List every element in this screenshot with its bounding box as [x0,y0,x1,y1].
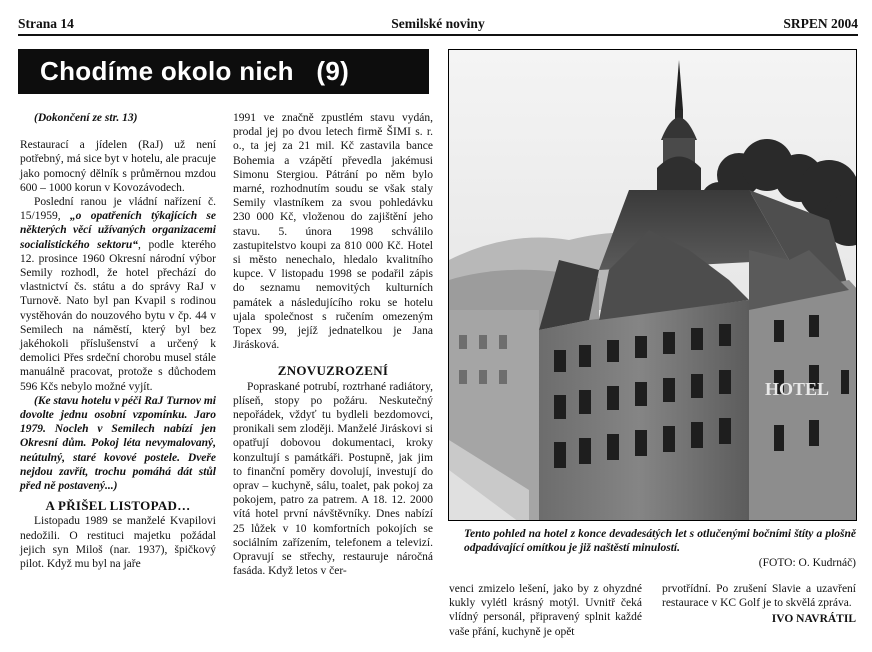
section-heading: ZNOVUZROZENÍ [277,363,389,379]
paragraph: 1991 ve značně zpustlém stavu vydán, prodal jej po dvou letech firmě ŠIMI s. r. o., ta jej za 21 mil. Kč zastavila bance Bohemia a vzápětí převedla jakémusi Simonu Stergiou. Pátrání po něm bylo marné, rozhodnutím soudu se však staly Semily vlastníkem za svou pohledávku 230 000 Kč, vloženou do zajištění jeho stavu. 5. února 1998 schválilo zastupitelstvo koupi za 810 000 Kč. Hotel si město nenechalo, hledalo kvalitního kupce. V listopadu 1998 se podařil zápis do seznamu nemovitých kulturních památek a následujícího roku se hotelu ujala společnost s ručením omezeným Topex 99, jejíž jednatelkou je Jana Jirásková. [233,112,433,352]
continuation-note: (Dokončení ze str. 13) [34,112,138,124]
paragraph: prvotřídní. Po zrušení Slavie a uzavření restaurace v KC Golf je to skvělá zpráva. [662,583,856,610]
article-column-2 [233,111,433,579]
hotel-sign: HOTEL [765,379,830,399]
issue-date: SRPEN 2004 [783,16,858,31]
article-title: Chodíme okolo nich (9) [18,49,429,94]
paragraph: venci zmizelo lešení, jako by z ohyzdné kukly vylétl krásný motýl. Uvnitř čeká vlídný personál, připravený splnit každé vaše přání, kuchyně je opět [449,583,642,638]
article-column-4 [662,582,856,627]
paragraph: Poslední ranou je vládní nařízení č. 15/1959, „o opatřeních týkajících se některých věcí užívaných organizacemi socialistického sektoru“, podle kterého 12. prosince 1960 Okresní národní výbor Semily rozhodl, že hotel přechází do vlastnictví čs. státu a do správy RaJ v Turnově. Nato byl pan Kvapil s rodinou vystěhován do nouzového bytu v čp. 44 v Semilech na náměstí, který byl bez jakéhokoli příslušenství a určený k demolici Přes srdeční chorobu musel stále manuálně pracovat, protože s důchodem 596 Kčs nebylo možné vyjít. [20,196,217,393]
photo-credit: (FOTO: O. Kudrnáč) [758,557,856,569]
paragraph: Restaurací a jídelen (RaJ) už není potřebný, má sice byt v hotelu, ale pracuje jako pomocný dělník s průměrnou mzdou 600 – 1000 korun v Kovozávodech. [20,139,216,194]
header-rule [18,34,858,36]
section-heading: A PŘIŠEL LISTOPAD… [45,498,191,514]
paragraph: Popraskané potrubí, roztrhané radiátory, plíseň, stopy po požáru. Neskutečný nepořádek, vždyť tu bydleli bezdomovci, pronikali sem zloději. Manželé Jiráskovi si opatřují dobovou dokumentaci, kroky konzultují s památkáři. Postupně, jak jim to finanční poměry dovolují, investují do oprav – kuchyně, sálu, toalet, pak pokoj za pokojem, patro za patrem. A 18. 12. 2000 vítá hotel první návštěvníky. Dnes nabízí 25 lůžek v 10 komfortních pokojích se sociálním zařízením, telefonem a televizí. Opravují se střechy, restauruje náročná fasáda. Když letos v čer- [233,380,433,578]
author-signature: IVO NAVRÁTIL [771,613,856,626]
photo-caption: Tento pohled na hotel z konce devadesátých let s otlučenými bočními štíty a plošně odpadávající omítkou je již naštěstí minulostí. [464,528,856,555]
paragraph-personal-memory: (Ke stavu hotelu v péči RaJ Turnov mi dovolte jednu osobní vzpomínku. Jaro 1979. Nocleh v Semilech nabízí jen Okresní dům. Pokoj léta nevymalovaný, neútulný, staré kovové postele. Dveře nejdou zavřít, trochu pomáhá dát stůl před ně postavený...) [20,394,216,493]
page-number: Strana 14 [18,16,74,31]
article-column-3 [449,582,642,639]
page-header [18,14,858,34]
newspaper-name: Semilské noviny [391,16,485,31]
paragraph: Listopadu 1989 se manželé Kvapilovi nedožili. O restituci majetku požádal jejich syn Miloš (nar. 1937), špičkový pilot. Když mu byl na jaře [20,515,216,571]
hotel-photo [448,49,857,521]
article-column-1 [20,111,216,571]
